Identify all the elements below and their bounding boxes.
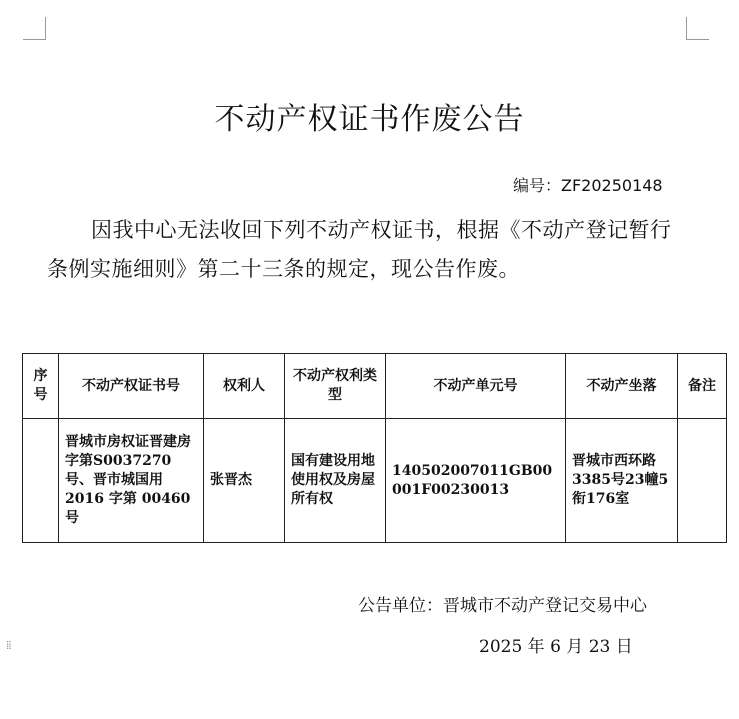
cell-location: 晋城市西环路 3385号23幢5衔176室 [566,419,678,543]
cell-cert-no: 晋城市房权证晋建房字第S0037270号、晋市城国用 2016 字第 00460号 [59,419,204,543]
table-header-row [23,354,727,419]
cell-right-type: 国有建设用地使用权及房屋所有权 [285,419,386,543]
notice-body-paragraph [47,211,687,289]
cell-holder: 张晋杰 [204,419,285,543]
header-unit-no: 不动产单元号 [386,354,566,419]
page-corner-mark-top-right [686,17,709,40]
header-holder: 权利人 [204,354,285,419]
notice-date: 2025 年 6 月 23 日 [479,637,633,657]
cell-unit-no: 140502007011GB00001F00230013 [386,419,566,543]
issuing-unit: 公告单位：晋城市不动产登记交易中心 [358,596,647,616]
header-cert-no: 不动产权证书号 [59,354,204,419]
header-seq: 序号 [23,354,59,419]
cell-remark [678,419,727,543]
voided-certificates-table [22,353,727,543]
drag-handle-icon[interactable]: ⁞⁞ [6,638,11,652]
header-right-type: 不动产权利类型 [285,354,386,419]
notice-body-text: 因我中心无法收回下列不动产权证书，根据《不动产登记暂行条例实施细则》第二十三条的规定，现公告作废。 [47,218,672,281]
document-number: 编号：ZF20250148 [513,176,663,195]
page-corner-mark-top-left [23,17,46,40]
header-remark: 备注 [678,354,727,419]
notice-title: 不动产权证书作废公告 [214,102,525,138]
header-location: 不动产坐落 [566,354,678,419]
table-row [23,419,727,543]
cell-seq [23,419,59,543]
